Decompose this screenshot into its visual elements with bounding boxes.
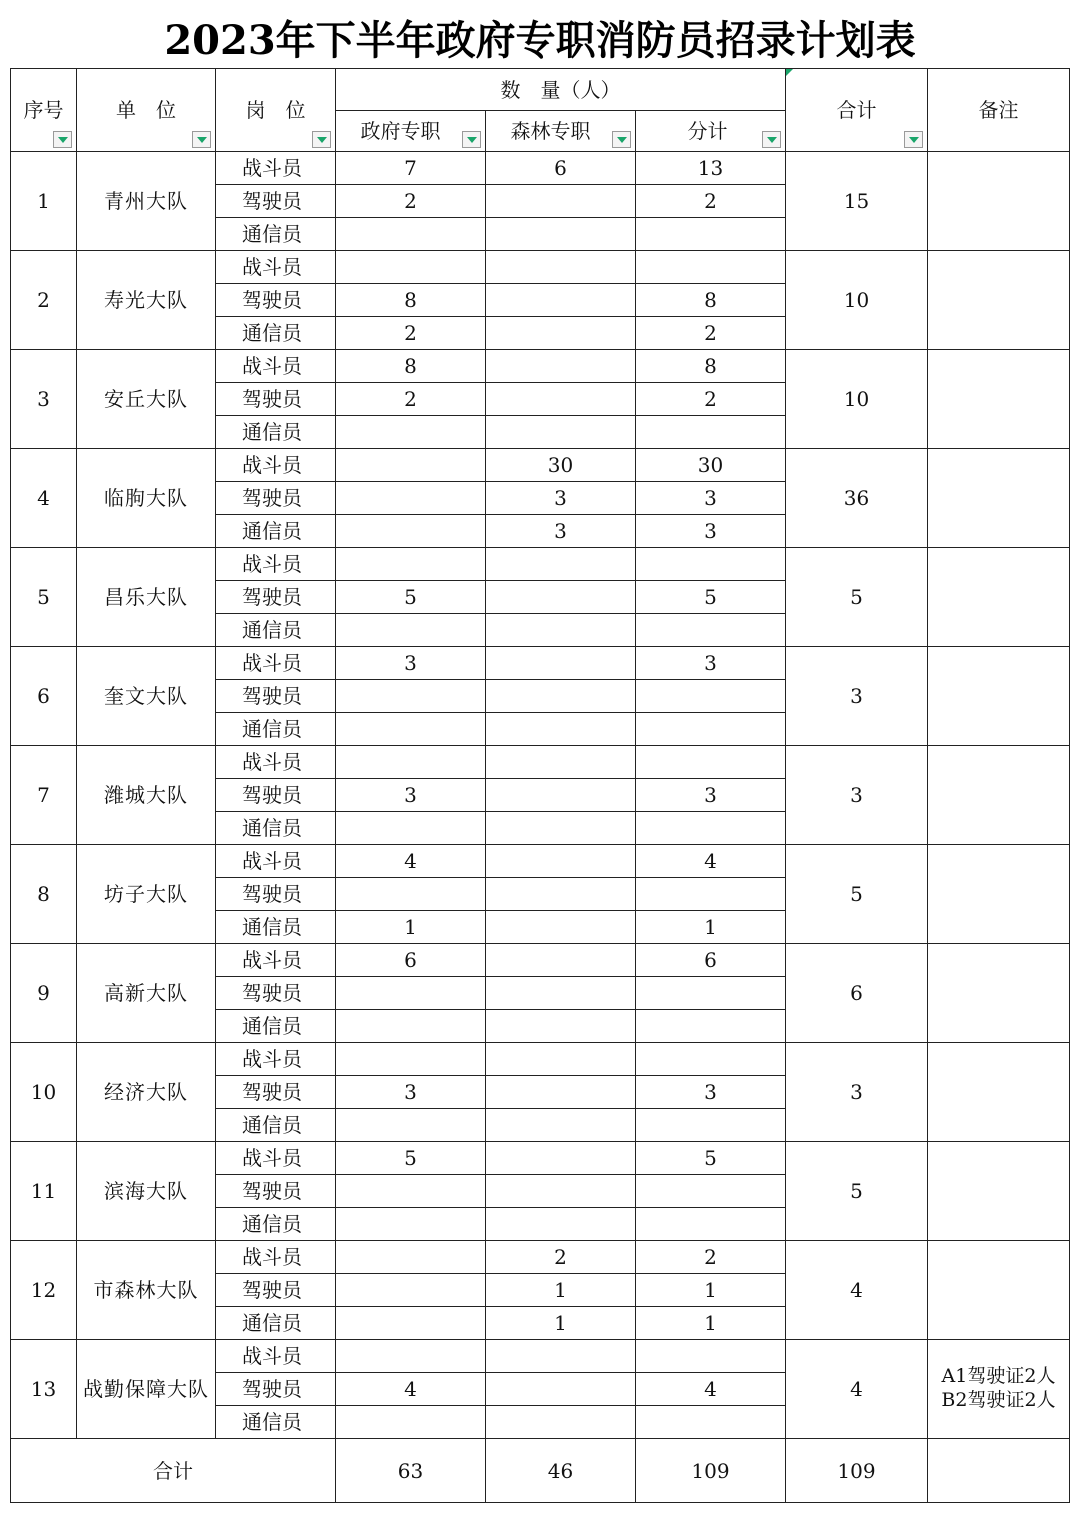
remark-cell[interactable] bbox=[928, 548, 1070, 647]
filter-dropdown-button[interactable] bbox=[904, 131, 923, 148]
header-seq[interactable] bbox=[11, 69, 77, 152]
subtotal-cell[interactable]: 2 bbox=[636, 185, 786, 218]
forest-cell[interactable] bbox=[486, 779, 636, 812]
summary-remark[interactable] bbox=[928, 1439, 1070, 1503]
forest-cell[interactable] bbox=[486, 977, 636, 1010]
position-cell[interactable]: 通信员 bbox=[216, 614, 336, 647]
summary-forest[interactable]: 46 bbox=[486, 1439, 636, 1503]
header-subtotal[interactable] bbox=[636, 111, 786, 152]
seq-cell[interactable]: 7 bbox=[11, 746, 77, 845]
subtotal-cell[interactable]: 3 bbox=[636, 1076, 786, 1109]
gov-cell[interactable] bbox=[336, 449, 486, 482]
position-cell[interactable]: 战斗员 bbox=[216, 548, 336, 581]
subtotal-cell[interactable] bbox=[636, 1406, 786, 1439]
subtotal-cell[interactable]: 30 bbox=[636, 449, 786, 482]
gov-cell[interactable] bbox=[336, 482, 486, 515]
remark-cell[interactable] bbox=[928, 944, 1070, 1043]
gov-cell[interactable]: 3 bbox=[336, 647, 486, 680]
subtotal-cell[interactable]: 3 bbox=[636, 779, 786, 812]
gov-cell[interactable] bbox=[336, 1340, 486, 1373]
gov-cell[interactable] bbox=[336, 1307, 486, 1340]
header-quantity-label: 数 量（人） bbox=[500, 77, 621, 102]
subtotal-cell[interactable] bbox=[636, 614, 786, 647]
position-cell[interactable]: 通信员 bbox=[216, 812, 336, 845]
unit-cell[interactable]: 战勤保障大队 bbox=[77, 1340, 216, 1439]
subtotal-cell[interactable]: 5 bbox=[636, 1142, 786, 1175]
forest-cell[interactable] bbox=[486, 1076, 636, 1109]
subtotal-cell[interactable] bbox=[636, 812, 786, 845]
gov-cell[interactable] bbox=[336, 251, 486, 284]
unit-cell[interactable]: 安丘大队 bbox=[77, 350, 216, 449]
forest-cell[interactable] bbox=[486, 845, 636, 878]
subtotal-cell[interactable]: 1 bbox=[636, 911, 786, 944]
seq-cell[interactable]: 11 bbox=[11, 1142, 77, 1241]
gov-cell[interactable]: 7 bbox=[336, 152, 486, 185]
subtotal-cell[interactable]: 2 bbox=[636, 1241, 786, 1274]
header-forest[interactable] bbox=[486, 111, 636, 152]
chevron-down-icon bbox=[58, 137, 68, 143]
forest-cell[interactable] bbox=[486, 1208, 636, 1241]
unit-cell[interactable]: 青州大队 bbox=[77, 152, 216, 251]
position-cell[interactable]: 驾驶员 bbox=[216, 581, 336, 614]
total-cell[interactable]: 3 bbox=[786, 746, 928, 845]
forest-cell[interactable] bbox=[486, 317, 636, 350]
position-cell[interactable]: 战斗员 bbox=[216, 647, 336, 680]
subtotal-cell[interactable]: 5 bbox=[636, 581, 786, 614]
table-row bbox=[11, 548, 1070, 581]
position-cell[interactable]: 驾驶员 bbox=[216, 779, 336, 812]
unit-cell[interactable]: 昌乐大队 bbox=[77, 548, 216, 647]
gov-cell[interactable] bbox=[336, 218, 486, 251]
forest-cell[interactable] bbox=[486, 416, 636, 449]
subtotal-cell[interactable] bbox=[636, 1340, 786, 1373]
subtotal-cell[interactable]: 13 bbox=[636, 152, 786, 185]
gov-cell[interactable] bbox=[336, 614, 486, 647]
position-cell[interactable]: 战斗员 bbox=[216, 1241, 336, 1274]
gov-cell[interactable] bbox=[336, 812, 486, 845]
gov-cell[interactable] bbox=[336, 1406, 486, 1439]
total-cell[interactable]: 3 bbox=[786, 1043, 928, 1142]
filter-dropdown-button[interactable] bbox=[462, 131, 481, 148]
chevron-down-icon bbox=[197, 137, 207, 143]
position-cell[interactable]: 战斗员 bbox=[216, 251, 336, 284]
seq-cell[interactable]: 10 bbox=[11, 1043, 77, 1142]
header-unit-label: 单 位 bbox=[116, 98, 176, 122]
forest-cell[interactable] bbox=[486, 1142, 636, 1175]
remark-cell[interactable] bbox=[928, 152, 1070, 251]
forest-cell[interactable] bbox=[486, 746, 636, 779]
forest-cell[interactable] bbox=[486, 1010, 636, 1043]
subtotal-cell[interactable] bbox=[636, 416, 786, 449]
position-cell[interactable]: 通信员 bbox=[216, 1406, 336, 1439]
header-position-label: 岗 位 bbox=[245, 98, 306, 122]
gov-cell[interactable] bbox=[336, 746, 486, 779]
subtotal-cell[interactable] bbox=[636, 746, 786, 779]
gov-cell[interactable] bbox=[336, 416, 486, 449]
gov-cell[interactable] bbox=[336, 1175, 486, 1208]
remark-cell[interactable] bbox=[928, 449, 1070, 548]
chevron-down-icon bbox=[317, 137, 327, 143]
chevron-down-icon bbox=[909, 137, 919, 143]
filter-dropdown-button[interactable] bbox=[192, 131, 211, 148]
subtotal-cell[interactable]: 2 bbox=[636, 317, 786, 350]
forest-cell[interactable]: 3 bbox=[486, 515, 636, 548]
forest-cell[interactable] bbox=[486, 251, 636, 284]
subtotal-cell[interactable] bbox=[636, 878, 786, 911]
gov-cell[interactable] bbox=[336, 515, 486, 548]
total-cell[interactable]: 6 bbox=[786, 944, 928, 1043]
table-row bbox=[11, 251, 1070, 284]
forest-cell[interactable] bbox=[486, 284, 636, 317]
forest-cell[interactable] bbox=[486, 1373, 636, 1406]
position-cell[interactable]: 通信员 bbox=[216, 911, 336, 944]
forest-cell[interactable] bbox=[486, 878, 636, 911]
gov-cell[interactable]: 2 bbox=[336, 383, 486, 416]
position-cell[interactable]: 通信员 bbox=[216, 713, 336, 746]
table-row bbox=[11, 1340, 1070, 1373]
position-cell[interactable]: 驾驶员 bbox=[216, 284, 336, 317]
gov-cell[interactable] bbox=[336, 1241, 486, 1274]
header-total[interactable] bbox=[786, 69, 928, 152]
subtotal-cell[interactable]: 2 bbox=[636, 383, 786, 416]
subtotal-cell[interactable] bbox=[636, 1010, 786, 1043]
unit-cell[interactable]: 潍城大队 bbox=[77, 746, 216, 845]
gov-cell[interactable]: 1 bbox=[336, 911, 486, 944]
total-cell[interactable]: 5 bbox=[786, 548, 928, 647]
seq-cell[interactable]: 13 bbox=[11, 1340, 77, 1439]
subtotal-cell[interactable]: 6 bbox=[636, 944, 786, 977]
unit-cell[interactable]: 滨海大队 bbox=[77, 1142, 216, 1241]
forest-cell[interactable]: 30 bbox=[486, 449, 636, 482]
gov-cell[interactable]: 2 bbox=[336, 185, 486, 218]
gov-cell[interactable] bbox=[336, 680, 486, 713]
header-forest-label: 森林专职 bbox=[510, 119, 591, 143]
position-cell[interactable]: 驾驶员 bbox=[216, 383, 336, 416]
gov-cell[interactable]: 2 bbox=[336, 317, 486, 350]
forest-cell[interactable] bbox=[486, 647, 636, 680]
forest-cell[interactable] bbox=[486, 680, 636, 713]
forest-cell[interactable] bbox=[486, 1175, 636, 1208]
position-cell[interactable]: 驾驶员 bbox=[216, 482, 336, 515]
subtotal-cell[interactable] bbox=[636, 1043, 786, 1076]
forest-cell[interactable] bbox=[486, 1406, 636, 1439]
page-title: 2023年下半年政府专职消防员招录计划表 bbox=[164, 16, 916, 64]
position-cell[interactable]: 战斗员 bbox=[216, 449, 336, 482]
subtotal-cell[interactable] bbox=[636, 548, 786, 581]
table-row bbox=[11, 1142, 1070, 1175]
total-cell[interactable]: 5 bbox=[786, 1142, 928, 1241]
gov-cell[interactable]: 4 bbox=[336, 845, 486, 878]
table-row bbox=[11, 152, 1070, 185]
position-cell[interactable]: 驾驶员 bbox=[216, 1373, 336, 1406]
remark-cell[interactable] bbox=[928, 746, 1070, 845]
remark-cell[interactable] bbox=[928, 350, 1070, 449]
seq-cell[interactable]: 1 bbox=[11, 152, 77, 251]
header-gov-label: 政府专职 bbox=[360, 119, 441, 143]
table-row bbox=[11, 944, 1070, 977]
position-cell[interactable]: 驾驶员 bbox=[216, 977, 336, 1010]
forest-cell[interactable] bbox=[486, 911, 636, 944]
seq-cell[interactable]: 12 bbox=[11, 1241, 77, 1340]
seq-cell[interactable]: 8 bbox=[11, 845, 77, 944]
forest-cell[interactable] bbox=[486, 713, 636, 746]
total-cell[interactable]: 10 bbox=[786, 350, 928, 449]
summary-total[interactable]: 109 bbox=[786, 1439, 928, 1503]
gov-cell[interactable] bbox=[336, 1208, 486, 1241]
unit-cell[interactable]: 寿光大队 bbox=[77, 251, 216, 350]
header-remark[interactable] bbox=[928, 69, 1070, 152]
header-remark-label: 备注 bbox=[978, 98, 1019, 122]
seq-cell[interactable]: 9 bbox=[11, 944, 77, 1043]
table-row bbox=[11, 746, 1070, 779]
subtotal-cell[interactable]: 8 bbox=[636, 350, 786, 383]
chevron-down-icon bbox=[467, 137, 477, 143]
subtotal-cell[interactable] bbox=[636, 977, 786, 1010]
filter-dropdown-button[interactable] bbox=[53, 131, 72, 148]
unit-cell[interactable]: 经济大队 bbox=[77, 1043, 216, 1142]
unit-cell[interactable]: 坊子大队 bbox=[77, 845, 216, 944]
position-cell[interactable]: 战斗员 bbox=[216, 350, 336, 383]
table-row bbox=[11, 647, 1070, 680]
position-cell[interactable]: 战斗员 bbox=[216, 1142, 336, 1175]
total-cell[interactable]: 36 bbox=[786, 449, 928, 548]
position-cell[interactable]: 通信员 bbox=[216, 317, 336, 350]
position-cell[interactable]: 通信员 bbox=[216, 416, 336, 449]
forest-cell[interactable]: 1 bbox=[486, 1274, 636, 1307]
position-cell[interactable]: 驾驶员 bbox=[216, 1076, 336, 1109]
subtotal-cell[interactable] bbox=[636, 251, 786, 284]
table-row bbox=[11, 1241, 1070, 1274]
gov-cell[interactable] bbox=[336, 878, 486, 911]
forest-cell[interactable] bbox=[486, 1109, 636, 1142]
seq-cell[interactable]: 3 bbox=[11, 350, 77, 449]
unit-cell[interactable]: 临朐大队 bbox=[77, 449, 216, 548]
position-cell[interactable]: 通信员 bbox=[216, 1010, 336, 1043]
forest-cell[interactable] bbox=[486, 944, 636, 977]
gov-cell[interactable] bbox=[336, 1043, 486, 1076]
forest-cell[interactable]: 3 bbox=[486, 482, 636, 515]
position-cell[interactable]: 驾驶员 bbox=[216, 680, 336, 713]
gov-cell[interactable] bbox=[336, 548, 486, 581]
forest-cell[interactable]: 6 bbox=[486, 152, 636, 185]
remark-cell[interactable] bbox=[928, 647, 1070, 746]
position-cell[interactable]: 战斗员 bbox=[216, 845, 336, 878]
total-cell[interactable]: 15 bbox=[786, 152, 928, 251]
subtotal-cell[interactable]: 4 bbox=[636, 1373, 786, 1406]
seq-cell[interactable]: 2 bbox=[11, 251, 77, 350]
header-subtotal-label: 分计 bbox=[687, 119, 728, 143]
total-cell[interactable]: 4 bbox=[786, 1340, 928, 1439]
forest-cell[interactable] bbox=[486, 548, 636, 581]
gov-cell[interactable] bbox=[336, 1109, 486, 1142]
forest-cell[interactable]: 2 bbox=[486, 1241, 636, 1274]
position-cell[interactable]: 通信员 bbox=[216, 218, 336, 251]
total-cell[interactable]: 4 bbox=[786, 1241, 928, 1340]
subtotal-cell[interactable] bbox=[636, 680, 786, 713]
table-row bbox=[11, 350, 1070, 383]
remark-cell[interactable] bbox=[928, 1142, 1070, 1241]
total-cell[interactable]: 3 bbox=[786, 647, 928, 746]
subtotal-cell[interactable] bbox=[636, 713, 786, 746]
forest-cell[interactable] bbox=[486, 614, 636, 647]
table-row bbox=[11, 845, 1070, 878]
forest-cell[interactable] bbox=[486, 1043, 636, 1076]
remark-cell[interactable] bbox=[928, 1241, 1070, 1340]
subtotal-cell[interactable]: 1 bbox=[636, 1274, 786, 1307]
header-total-label: 合计 bbox=[836, 98, 877, 122]
position-cell[interactable]: 驾驶员 bbox=[216, 1175, 336, 1208]
subtotal-cell[interactable] bbox=[636, 218, 786, 251]
summary-gov[interactable]: 63 bbox=[336, 1439, 486, 1503]
seq-cell[interactable]: 6 bbox=[11, 647, 77, 746]
seq-cell[interactable]: 4 bbox=[11, 449, 77, 548]
comment-marker-icon bbox=[786, 69, 793, 76]
subtotal-cell[interactable]: 8 bbox=[636, 284, 786, 317]
position-cell[interactable]: 通信员 bbox=[216, 1109, 336, 1142]
position-cell[interactable]: 通信员 bbox=[216, 1307, 336, 1340]
gov-cell[interactable]: 5 bbox=[336, 1142, 486, 1175]
summary-label[interactable]: 合计 bbox=[11, 1439, 336, 1503]
filter-dropdown-button[interactable] bbox=[612, 131, 631, 148]
gov-cell[interactable] bbox=[336, 713, 486, 746]
forest-cell[interactable] bbox=[486, 581, 636, 614]
subtotal-cell[interactable]: 4 bbox=[636, 845, 786, 878]
position-cell[interactable]: 战斗员 bbox=[216, 1340, 336, 1373]
subtotal-cell[interactable] bbox=[636, 1109, 786, 1142]
forest-cell[interactable] bbox=[486, 185, 636, 218]
remark-cell[interactable] bbox=[928, 251, 1070, 350]
forest-cell[interactable] bbox=[486, 350, 636, 383]
total-cell[interactable]: 5 bbox=[786, 845, 928, 944]
position-cell[interactable]: 通信员 bbox=[216, 515, 336, 548]
header-unit[interactable] bbox=[77, 69, 216, 152]
unit-cell[interactable]: 奎文大队 bbox=[77, 647, 216, 746]
subtotal-cell[interactable]: 1 bbox=[636, 1307, 786, 1340]
header-position[interactable] bbox=[216, 69, 336, 152]
table-row bbox=[11, 449, 1070, 482]
gov-cell[interactable]: 3 bbox=[336, 1076, 486, 1109]
forest-cell[interactable] bbox=[486, 812, 636, 845]
remark-cell[interactable] bbox=[928, 845, 1070, 944]
seq-cell[interactable]: 5 bbox=[11, 548, 77, 647]
gov-cell[interactable] bbox=[336, 1010, 486, 1043]
subtotal-cell[interactable]: 3 bbox=[636, 515, 786, 548]
total-cell[interactable]: 10 bbox=[786, 251, 928, 350]
header-quantity[interactable] bbox=[336, 69, 786, 111]
gov-cell[interactable] bbox=[336, 1274, 486, 1307]
position-cell[interactable]: 战斗员 bbox=[216, 944, 336, 977]
filter-dropdown-button[interactable] bbox=[762, 131, 781, 148]
position-cell[interactable]: 通信员 bbox=[216, 1208, 336, 1241]
recruitment-plan-table bbox=[10, 68, 1070, 1503]
header-gov[interactable] bbox=[336, 111, 486, 152]
remark-line: B2驾驶证2人 bbox=[941, 1389, 1056, 1411]
unit-cell[interactable]: 高新大队 bbox=[77, 944, 216, 1043]
summary-subtotal[interactable]: 109 bbox=[636, 1439, 786, 1503]
subtotal-cell[interactable] bbox=[636, 1208, 786, 1241]
gov-cell[interactable]: 4 bbox=[336, 1373, 486, 1406]
chevron-down-icon bbox=[617, 137, 627, 143]
subtotal-cell[interactable]: 3 bbox=[636, 482, 786, 515]
summary-row bbox=[11, 1439, 1070, 1503]
table-row bbox=[11, 1043, 1070, 1076]
remark-cell[interactable] bbox=[928, 1340, 1070, 1439]
forest-cell[interactable]: 1 bbox=[486, 1307, 636, 1340]
remark-line: A1驾驶证2人 bbox=[941, 1365, 1056, 1388]
gov-cell[interactable]: 8 bbox=[336, 284, 486, 317]
position-cell[interactable]: 驾驶员 bbox=[216, 878, 336, 911]
position-cell[interactable]: 战斗员 bbox=[216, 152, 336, 185]
position-cell[interactable]: 战斗员 bbox=[216, 1043, 336, 1076]
gov-cell[interactable]: 3 bbox=[336, 779, 486, 812]
header-seq-label: 序号 bbox=[23, 98, 64, 122]
forest-cell[interactable] bbox=[486, 218, 636, 251]
position-cell[interactable]: 战斗员 bbox=[216, 746, 336, 779]
gov-cell[interactable]: 6 bbox=[336, 944, 486, 977]
subtotal-cell[interactable]: 3 bbox=[636, 647, 786, 680]
position-cell[interactable]: 驾驶员 bbox=[216, 185, 336, 218]
gov-cell[interactable]: 5 bbox=[336, 581, 486, 614]
forest-cell[interactable] bbox=[486, 1340, 636, 1373]
gov-cell[interactable]: 8 bbox=[336, 350, 486, 383]
unit-cell[interactable]: 市森林大队 bbox=[77, 1241, 216, 1340]
filter-dropdown-button[interactable] bbox=[312, 131, 331, 148]
subtotal-cell[interactable] bbox=[636, 1175, 786, 1208]
gov-cell[interactable] bbox=[336, 977, 486, 1010]
remark-cell[interactable] bbox=[928, 1043, 1070, 1142]
position-cell[interactable]: 驾驶员 bbox=[216, 1274, 336, 1307]
forest-cell[interactable] bbox=[486, 383, 636, 416]
chevron-down-icon bbox=[767, 137, 777, 143]
